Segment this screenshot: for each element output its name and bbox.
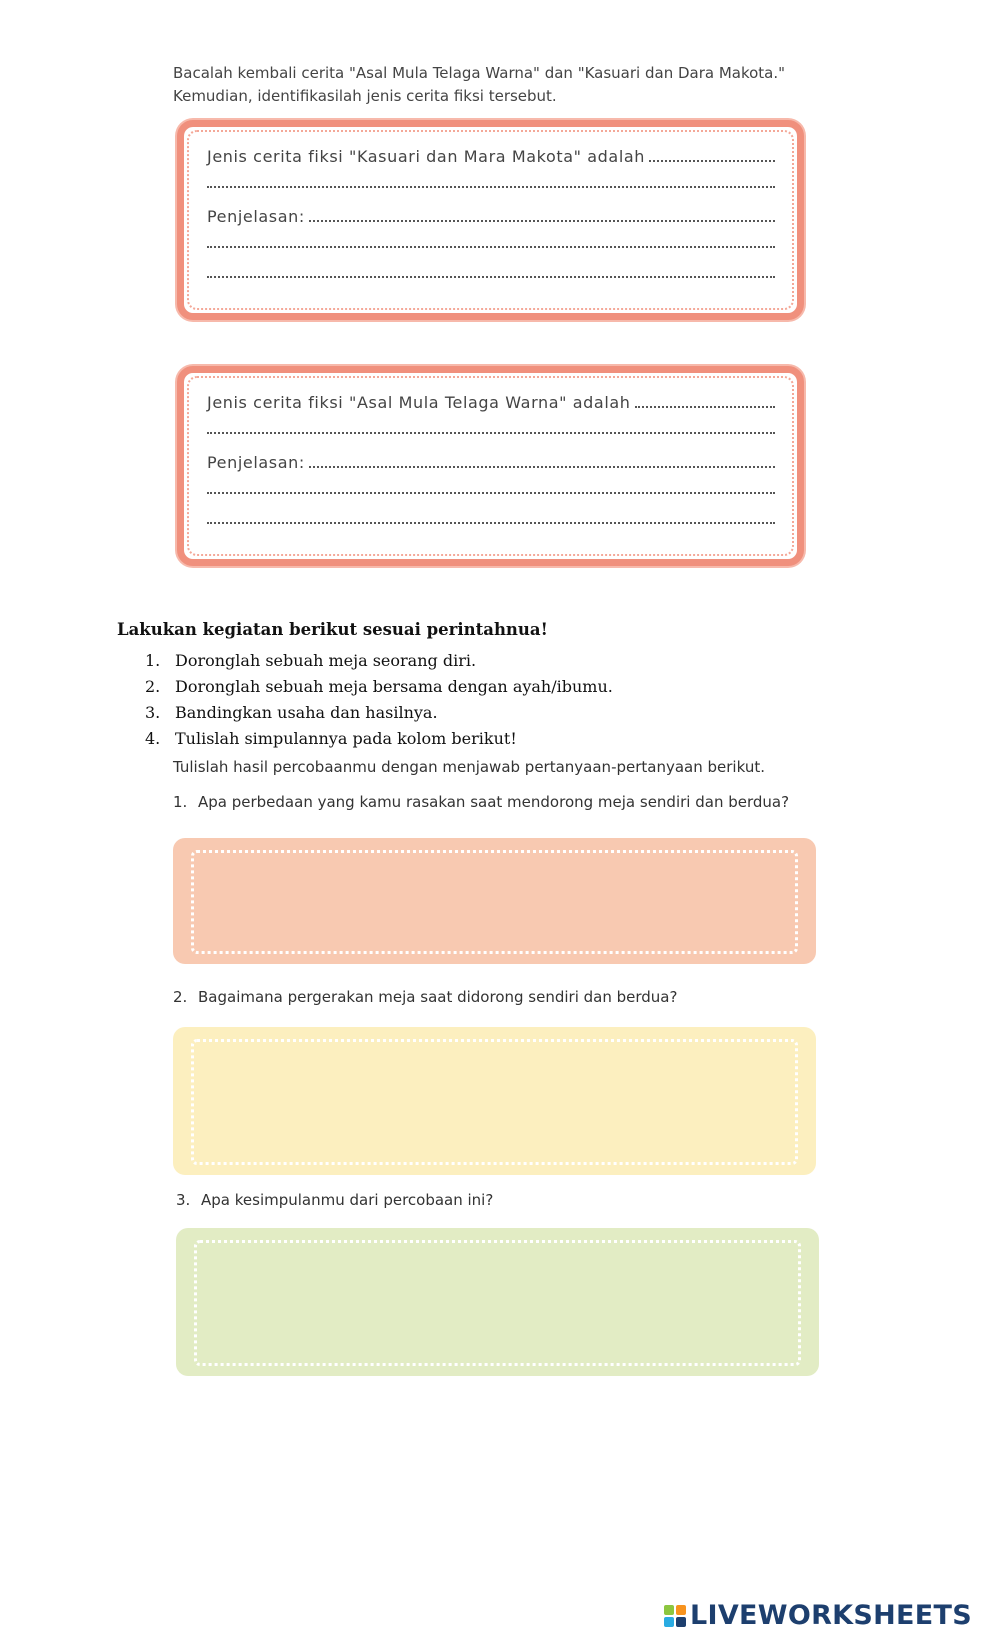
intro-line-2: Kemudian, identifikasilah jenis cerita fiksi tersebut. — [173, 87, 557, 105]
explanation-1: Penjelasan: — [207, 207, 775, 226]
liveworksheets-logo — [664, 1600, 972, 1631]
task-title: Lakukan kegiatan berikut sesuai perintahnua! — [117, 620, 548, 639]
answer-blank[interactable] — [649, 150, 775, 162]
brand-text: LIVEWORKSHEETS — [689, 1600, 972, 1631]
question-2: 2. Bagaimana pergerakan meja saat didorong sendiri dan berdua? — [173, 988, 678, 1006]
task-item: 4. Tulislah simpulannya pada kolom berikut! — [145, 729, 517, 748]
task-item: 2. Doronglah sebuah meja bersama dengan ayah/ibumu. — [145, 677, 613, 696]
answer-line[interactable] — [207, 492, 775, 494]
task-item: 3. Bandingkan usaha dan hasilnya. — [145, 703, 438, 722]
logo-grid-icon — [664, 1605, 686, 1627]
intro-text — [173, 62, 833, 108]
results-instruction: Tulislah hasil percobaanmu dengan menjawab pertanyaan-pertanyaan berikut. — [173, 758, 765, 776]
fiction-question-2: Jenis cerita fiksi "Asal Mula Telaga Warna" adalah — [207, 393, 775, 412]
explanation-blank[interactable] — [309, 210, 775, 222]
answer-line[interactable] — [207, 522, 775, 524]
answer-box-3[interactable] — [176, 1228, 819, 1376]
fiction-question-1: Jenis cerita fiksi "Kasuari dan Mara Makota" adalah — [207, 147, 775, 166]
question-3: 3. Apa kesimpulanmu dari percobaan ini? — [176, 1191, 494, 1209]
fiction-box-2 — [177, 366, 804, 566]
fiction-box-1 — [177, 120, 804, 320]
explanation-2: Penjelasan: — [207, 453, 775, 472]
intro-line-1: Bacalah kembali cerita "Asal Mula Telaga Warna" dan "Kasuari dan Dara Makota." — [173, 64, 786, 82]
answer-blank[interactable] — [635, 396, 775, 408]
answer-line[interactable] — [207, 186, 775, 188]
answer-box-1[interactable] — [173, 838, 816, 964]
answer-box-2[interactable] — [173, 1027, 816, 1175]
answer-line[interactable] — [207, 246, 775, 248]
question-1: 1. Apa perbedaan yang kamu rasakan saat mendorong meja sendiri dan berdua? — [173, 793, 790, 811]
explanation-blank[interactable] — [309, 456, 775, 468]
task-item: 1. Doronglah sebuah meja seorang diri. — [145, 651, 477, 670]
answer-line[interactable] — [207, 276, 775, 278]
answer-line[interactable] — [207, 432, 775, 434]
task-list — [145, 648, 613, 752]
